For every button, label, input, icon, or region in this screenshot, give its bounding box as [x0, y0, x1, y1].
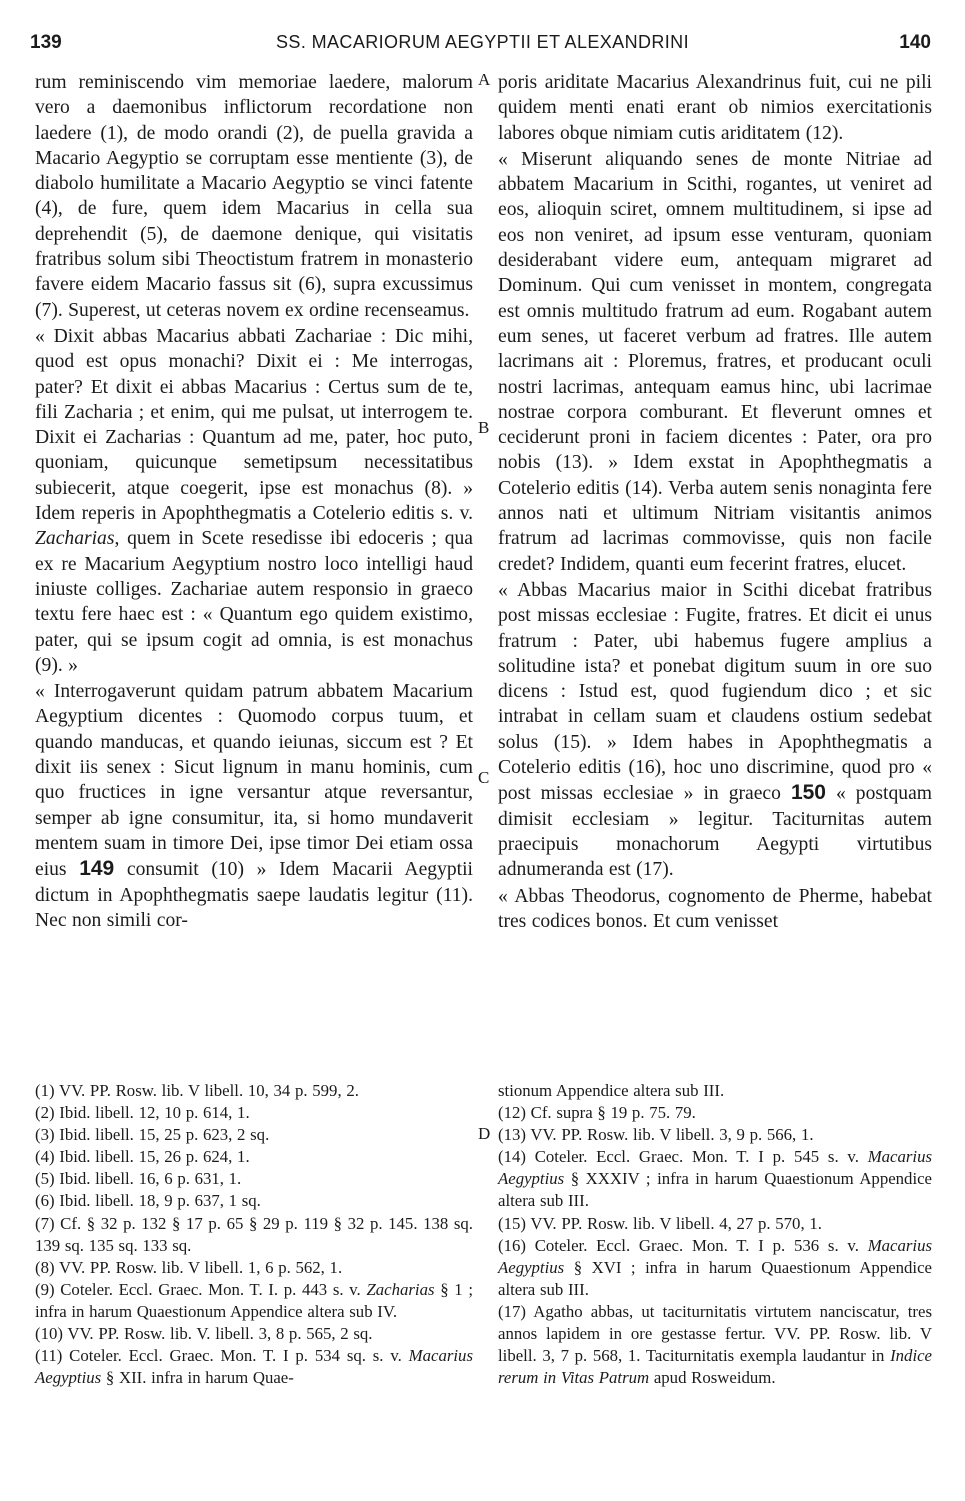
paragraph: « Interrogaverunt quidam patrum abbatem Macarium Aegyptium dicentes : Quomodo corpus tuum, et quando manducas, et quando ieiunas, siccum est ? Et dixit iis senex : Sicut lignum in manu hominis, cum quo fructices in igne versantur atque reversantur, semper ab igne consumitur, ita, si homo mundaverit mentem suam in timore Dei, ipse timor Dei etiam ossa eius 149 consumit (10) » Idem Macarii Aegyptii dictum in Apophthegmatis saepe laudatis legitur (11). Nec non simili cor-: [35, 681, 473, 931]
italic-term: Zacharias: [35, 528, 115, 550]
footnote: (12) Cf. supra § 19 p. 75. 79.: [498, 1103, 696, 1123]
footnote: (16) Coteler. Eccl. Graec. Mon. T. I p. 536 s. v. Macarius Aegyptius § XVI ; infra in harum Quaestionum Appendice altera sub III.: [498, 1235, 933, 1299]
italic-term: Indice rerum in Vitas Patrum: [498, 1346, 933, 1388]
footnote: (1) VV. PP. Rosw. lib. V libell. 10, 34 p. 599, 2.: [35, 1081, 359, 1100]
footnote: (4) Ibid. libell. 15, 26 p. 624, 1.: [35, 1147, 250, 1167]
paragraph: « Abbas Theodorus, cognomento de Pherme, habebat tres codices bonos. Et cum venisset: [498, 885, 932, 932]
footnote: (11) Coteler. Eccl. Graec. Mon. T. I p. 534 sq. s. v. Macarius Aegyptius § XII. infra in harum Quae-: [35, 1346, 473, 1388]
paragraph: rum reminiscendo vim memoriae laedere, malorum vero a daemonibus inflictorum recordatione non laedere (1), de modo orandi (2), de puella gravida a Macario Aegyptio se corruptam esse mentiente (3), de diabolo humilitate a Macario Aegyptio se vinci fatente (4), de fure, quem idem Macarius in cella sua deprehendit (5), de daemone denique, qui visitatis fratribus solum sibi Theoctistum fratrem in monasterio favere eidem Macario fassus sit (6), supra excussimus (7). Superest, ut ceteras novem ex ordine recenseamus.: [35, 72, 473, 321]
paragraph: « Miserunt aliquando senes de monte Nitriae ad abbatem Macarium in Scithi, rogantes, ut veniret ad eos, alioquin sciret, omnem multitudinem, si ipse ad eos non veniret, ad ipsum esse venturam, quoniam desiderabant videre eum, antequam migraret ad Dominum. Qui cum venisset in montem, congregata est omnis multitudo fratrum ad eum. Rogabant autem eum senes, ut faceret verbum ad fratres. Ille autem lacrimans ait : Ploremus, fratres, et producant oculi nostri lacrimas, antequam eamus hinc, ubi lacrimae nostrae corpora comburant. Et fleverunt omnes et ceciderunt proni in faciem dicentes : Pater, ora pro nobis (13). » Idem exstat in Apophthegmatis a Cotelerio editis (14). Verba autem senis nonaginta fere annos nati et ultimum Nitriam visitantis animos fratrum ad lacrimas commovisse, quis non facile credet? Indidem, quanti eum fecerint fratres, elucet.: [498, 148, 932, 575]
italic-term: Zacharias: [366, 1279, 435, 1299]
footnote: (14) Coteler. Eccl. Graec. Mon. T. I p. 545 s. v. Macarius Aegyptius § XXXIV ; infra in harum Quaestionum Appendice altera sub III.: [498, 1147, 933, 1211]
left-column-body: [35, 70, 473, 933]
italic-term: Macarius Aegyptius: [498, 1147, 933, 1189]
page-number-right: 140: [899, 32, 931, 53]
footnote: (2) Ibid. libell. 12, 10 p. 614, 1.: [35, 1103, 250, 1123]
running-title: SS. MACARIORUM AEGYPTII ET ALEXANDRINI: [276, 32, 689, 52]
footnote: (8) VV. PP. Rosw. lib. V libell. 1, 6 p. 562, 1.: [35, 1257, 343, 1277]
margin-marker-b: B: [478, 418, 490, 437]
italic-term: Macarius Aegyptius: [35, 1346, 473, 1388]
paragraph: « Dixit abbas Macarius abbati Zachariae : Dic mihi, quod est opus monachi? Dixit ei : Me interrogas, pater? Et dixit ei abbas Macarius : Certus sum de te, fili Zacharia ; et enim, qui me pulsat, ut interrogem te. Dixit ei Zacharias : Quantum ad me, pater, hoc puto, quoniam, quicunque semetipsum necessitatibus subiecerit, atque coegerit, ipse est monachus (8). » Idem reperis in Apophthegmatis a Cotelerio editis s. v. Zacharias, quem in Scete resedisse ibi edoceris ; qua ex re Macarium Aegyptium nostro loco intelligi haud iniuste colliges. Zachariae autem responsio in graeco textu fere haec est : « Quantum ego quidem existimo, pater, qui se ipsum cogit ad omnia, is est monachus (9). »: [35, 325, 473, 676]
right-column-body: [498, 70, 932, 934]
footnote: (6) Ibid. libell. 18, 9 p. 637, 1 sq.: [35, 1191, 261, 1211]
italic-term: Macarius Aegyptius: [498, 1235, 933, 1277]
right-footnotes: [498, 1080, 932, 1389]
page-number-left: 139: [30, 32, 62, 53]
footnote: (17) Agatho abbas, ut taciturnitatis virtutem nanciscatur, tres annos lapidem in ore gestasse fertur. VV. PP. Rosw. lib. V libell. 3, 7 p. 568, 1. Taciturnitatis exempla laudantur in Indice rerum in Vitas Patrum apud Rosweidum.: [498, 1301, 933, 1388]
paragraph: poris ariditate Macarius Alexandrinus fuit, cui ne pili quidem menti enati erant ob nimios exercitationis labores obque nimiam cutis ariditatem (12).: [498, 72, 932, 144]
footnote: (15) VV. PP. Rosw. lib. V libell. 4, 27 p. 570, 1.: [498, 1213, 822, 1233]
footnote: (9) Coteler. Eccl. Graec. Mon. T. I. p. 443 s. v. Zacharias § 1 ; infra in harum Quaestionum Appendice altera sub IV.: [35, 1279, 473, 1321]
paragraph: « Abbas Macarius maior in Scithi dicebat fratribus post missas ecclesiae : Fugite, fratres. Et dicit ei unus fratrum : Pater, ubi habemus fugere amplius a solitudine ista? et ponebat digitum suum in ore suo dicens : Istud est, quod fugiendum dico ; et sic intrabat in cellam suam et claudens ostium sedebat solus (15). » Idem habes in Apophthegmatis a Cotelerio editis (16), hoc uno discrimine, quod pro « post missas ecclesiae » in graeco 150 « postquam dimisit ecclesiam » legitur. Taciturnitas autem praecipuis monachorum Aegypti virtutibus adnumeranda est (17).: [498, 579, 933, 881]
left-footnotes: [35, 1080, 473, 1389]
running-header: [0, 30, 965, 62]
margin-marker-d: D: [478, 1124, 491, 1143]
footnote: stionum Appendice altera sub III.: [498, 1081, 725, 1100]
footnote: (13) VV. PP. Rosw. lib. V libell. 3, 9 p. 566, 1.: [498, 1125, 814, 1145]
margin-marker-c: C: [478, 768, 490, 787]
page-marker: 150: [790, 781, 826, 805]
footnote: (10) VV. PP. Rosw. lib. V. libell. 3, 8 p. 565, 2 sq.: [35, 1324, 373, 1344]
footnote: (5) Ibid. libell. 16, 6 p. 631, 1.: [35, 1169, 242, 1189]
footnote: (3) Ibid. libell. 15, 25 p. 623, 2 sq.: [35, 1125, 270, 1145]
page-marker: 149: [79, 857, 115, 881]
margin-marker-a: A: [478, 70, 491, 89]
footnote: (7) Cf. § 32 p. 132 § 17 p. 65 § 29 p. 119 § 32 p. 145. 138 sq. 139 sq. 135 sq. 133 sq.: [35, 1213, 473, 1255]
